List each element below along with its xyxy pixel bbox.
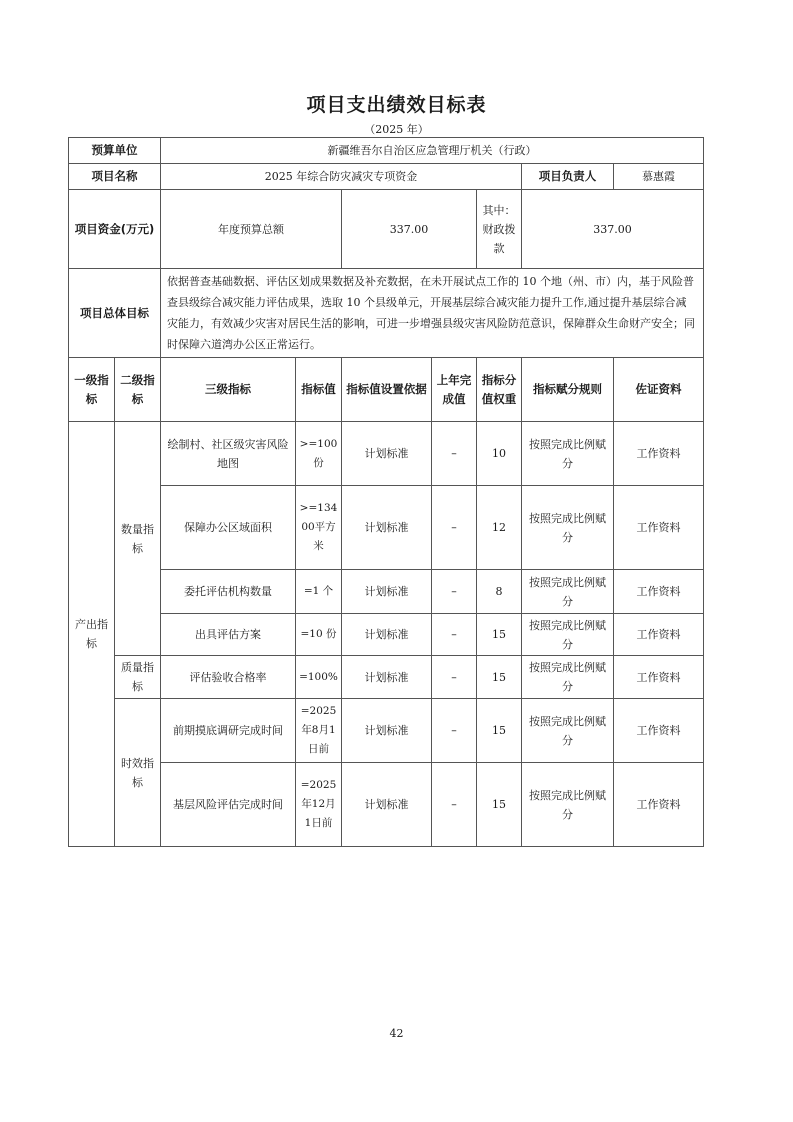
- fiscal-value: 337.00: [522, 190, 704, 269]
- project-name-value: 2025 年综合防灾减灾专项资金: [161, 164, 522, 190]
- indicator-evidence: 工作资料: [614, 656, 704, 699]
- indicator-basis: 计划标准: [342, 570, 432, 614]
- indicator-value: =2025年12月1日前: [296, 763, 342, 847]
- funds-label: 项目资金(万元): [69, 190, 161, 269]
- col-level2: 二级指标: [115, 358, 161, 422]
- fiscal-label: 其中：财政拨款: [477, 190, 522, 269]
- indicator-evidence: 工作资料: [614, 763, 704, 847]
- indicator-basis: 计划标准: [342, 763, 432, 847]
- year-label: （2025 年）: [364, 123, 429, 136]
- indicator-evidence: 工作资料: [614, 699, 704, 763]
- indicator-basis: 计划标准: [342, 422, 432, 486]
- goal-text: 依据普查基础数据、评估区划成果数据及补充数据，在未开展试点工作的 10 个地（州、市）内，基于风险普查县级综合减灾能力评估成果，选取 10 个县级单元，开展基层综合减灾能力提升工作,通过提升基层综合减灾能力，有效减少灾害对居民生活的影响，可进一步增强县级灾害风险防范意识，保障群众生命财产安全；同时保障六道湾办公区正常运行。: [161, 269, 704, 358]
- indicator-rule: 按照完成比例赋分: [522, 614, 614, 656]
- performance-table: [68, 137, 704, 847]
- table-row: [69, 422, 704, 486]
- indicator-name: 评估验收合格率: [161, 656, 296, 699]
- col-prev: 上年完成值: [432, 358, 477, 422]
- col-value: 指标值: [296, 358, 342, 422]
- indicator-value: =2025年8月1日前: [296, 699, 342, 763]
- col-rule: 指标赋分规则: [522, 358, 614, 422]
- indicator-name: 绘制村、社区级灾害风险地图: [161, 422, 296, 486]
- indicator-prev: –: [432, 614, 477, 656]
- indicator-weight: 15: [477, 763, 522, 847]
- indicator-name: 基层风险评估完成时间: [161, 763, 296, 847]
- column-header-row: [69, 358, 704, 422]
- level2-cell: 质量指标: [115, 656, 161, 699]
- project-name-label: 项目名称: [69, 164, 161, 190]
- indicator-evidence: 工作资料: [614, 614, 704, 656]
- indicator-rule: 按照完成比例赋分: [522, 570, 614, 614]
- indicator-name: 保障办公区域面积: [161, 486, 296, 570]
- indicator-prev: –: [432, 570, 477, 614]
- indicator-weight: 10: [477, 422, 522, 486]
- col-evidence: 佐证资料: [614, 358, 704, 422]
- col-level3: 三级指标: [161, 358, 296, 422]
- table-row: [69, 570, 704, 614]
- page-title: 项目支出绩效目标表: [306, 94, 487, 116]
- indicator-basis: 计划标准: [342, 614, 432, 656]
- indicator-evidence: 工作资料: [614, 486, 704, 570]
- indicator-name: 出具评估方案: [161, 614, 296, 656]
- indicator-weight: 8: [477, 570, 522, 614]
- page-number: 42: [389, 1027, 404, 1040]
- project-leader-label: 项目负责人: [522, 164, 614, 190]
- table-row: [69, 763, 704, 847]
- indicator-prev: –: [432, 699, 477, 763]
- level2-cell: 数量指标: [115, 422, 161, 656]
- indicator-rule: 按照完成比例赋分: [522, 422, 614, 486]
- annual-budget-value: 337.00: [342, 190, 477, 269]
- col-weight: 指标分值权重: [477, 358, 522, 422]
- indicator-weight: 15: [477, 656, 522, 699]
- indicator-rule: 按照完成比例赋分: [522, 699, 614, 763]
- level1-cell: 产出指标: [69, 422, 115, 847]
- indicator-weight: 12: [477, 486, 522, 570]
- table-row: [69, 699, 704, 763]
- indicator-basis: 计划标准: [342, 656, 432, 699]
- indicator-rule: 按照完成比例赋分: [522, 656, 614, 699]
- indicator-value: =100%: [296, 656, 342, 699]
- indicator-value: =1 个: [296, 570, 342, 614]
- indicator-evidence: 工作资料: [614, 570, 704, 614]
- table-row: [69, 656, 704, 699]
- indicator-basis: 计划标准: [342, 486, 432, 570]
- budget-unit-label: 预算单位: [69, 138, 161, 164]
- indicator-evidence: 工作资料: [614, 422, 704, 486]
- indicator-prev: –: [432, 486, 477, 570]
- project-leader-value: 慕惠霞: [614, 164, 704, 190]
- funds-row: [69, 190, 704, 269]
- indicator-value: >=100份: [296, 422, 342, 486]
- level2-cell: 时效指标: [115, 699, 161, 847]
- indicator-value: >=13400平方米: [296, 486, 342, 570]
- annual-budget-label: 年度预算总额: [161, 190, 342, 269]
- budget-unit-value: 新疆维吾尔自治区应急管理厅机关（行政）: [161, 138, 704, 164]
- project-name-row: [69, 164, 704, 190]
- budget-unit-row: [69, 138, 704, 164]
- goal-row: [69, 269, 704, 358]
- indicator-prev: –: [432, 656, 477, 699]
- indicator-rule: 按照完成比例赋分: [522, 763, 614, 847]
- indicator-basis: 计划标准: [342, 699, 432, 763]
- indicator-weight: 15: [477, 699, 522, 763]
- indicator-prev: –: [432, 422, 477, 486]
- table-row: [69, 486, 704, 570]
- col-basis: 指标值设置依据: [342, 358, 432, 422]
- table-row: [69, 614, 704, 656]
- indicator-prev: –: [432, 763, 477, 847]
- indicator-weight: 15: [477, 614, 522, 656]
- col-level1: 一级指标: [69, 358, 115, 422]
- indicator-name: 委托评估机构数量: [161, 570, 296, 614]
- indicator-value: =10 份: [296, 614, 342, 656]
- indicator-rule: 按照完成比例赋分: [522, 486, 614, 570]
- indicator-name: 前期摸底调研完成时间: [161, 699, 296, 763]
- goal-label: 项目总体目标: [69, 269, 161, 358]
